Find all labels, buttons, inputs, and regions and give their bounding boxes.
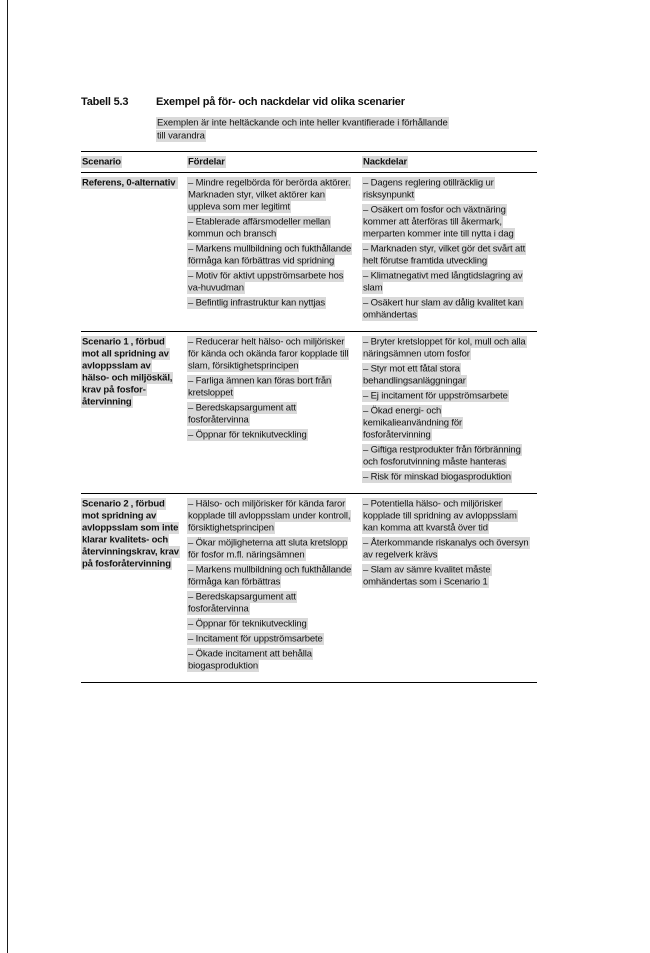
table-row-scenario-2 — [81, 494, 537, 683]
list-item: – Befintlig infrastruktur kan nyttjas — [188, 297, 326, 308]
scenario-table — [81, 151, 537, 683]
nackdelar-cell — [362, 173, 537, 332]
header-row — [81, 152, 537, 173]
list-item: – Öppnar för teknikutveckling — [188, 618, 307, 629]
header-cell-scenario: Scenario — [81, 152, 187, 173]
list-item: – Mindre regelbörda för berörda aktörer. Marknaden styr, vilket aktörer kan uppleva som mer legitimt — [188, 177, 351, 212]
list-item: – Ökad energi- och kemikalieanvändning för fosforåtervinning — [363, 405, 462, 440]
table-number: Tabell 5.3 — [81, 96, 129, 108]
table-caption — [81, 95, 590, 109]
scenario-cell — [81, 173, 187, 332]
header-cell-fordelar: Fördelar — [187, 152, 362, 173]
list-item: – Återkommande riskanalys och översyn av regelverk krävs — [363, 537, 529, 560]
list-item: – Reducerar helt hälso- och miljörisker för kända och okända faror kopplade till slam, försiktighetsprincipen — [188, 336, 349, 371]
table-row-referens — [81, 173, 537, 332]
list-item: – Risk för minskad biogasproduktion — [363, 471, 511, 482]
fordelar-cell — [187, 494, 362, 683]
list-item: – Dagens reglering otillräcklig ur risksynpunkt — [363, 177, 494, 200]
scenario-cell — [81, 494, 187, 683]
scenario-label: Referens, 0-alternativ — [81, 177, 179, 189]
nackdelar-cell — [362, 332, 537, 494]
list-item: – Öppnar för teknikutveckling — [188, 429, 307, 440]
list-item: – Beredskapsargument att fosforåtervinna — [188, 402, 296, 425]
list-item: – Osäkert hur slam av dålig kvalitet kan omhändertas — [363, 297, 523, 320]
list-item: – Markens mullbildning och fukthållande förmåga kan förbättras vid spridning — [188, 243, 352, 266]
list-item: – Potentiella hälso- och miljörisker kopplade till spridning av avloppsslam kan komma att kvarstå över tid — [363, 498, 517, 533]
page-edge-line — [7, 0, 8, 953]
list-item: – Slam av sämre kvalitet måste omhändertas som i Scenario 1 — [363, 564, 491, 587]
header-cell-nackdelar: Nackdelar — [362, 152, 537, 173]
fordelar-cell — [187, 173, 362, 332]
list-item: – Klimatnegativt med långtidslagring av slam — [363, 270, 523, 293]
fordelar-cell — [187, 332, 362, 494]
list-item: – Ökar möjligheterna att sluta kretslopp för fosfor m.fl. näringsämnen — [188, 537, 348, 560]
list-item: – Motiv för aktivt uppströmsarbete hos va-huvudman — [188, 270, 344, 293]
list-item: – Hälso- och miljörisker för kända faror kopplade till avloppsslam under kontroll, försiktighetsprincipen — [188, 498, 351, 533]
list-item: – Etablerade affärsmodeller mellan kommun och bransch — [188, 216, 331, 239]
table-title: Exempel på för- och nackdelar vid olika scenarier — [156, 96, 405, 108]
list-item: – Ökade incitament att behålla biogasproduktion — [188, 648, 312, 671]
scenario-label: Scenario 1 , förbud mot all spridning av avloppsslam av hälso- och miljöskäl, krav på fosforåtervinning — [82, 336, 173, 407]
list-item: – Farliga ämnen kan föras bort från kretsloppet — [188, 375, 332, 398]
scenario-cell — [81, 332, 187, 494]
list-item: – Marknaden styr, vilket gör det svårt att helt förutse framtida utveckling — [363, 243, 526, 266]
list-item: – Markens mullbildning och fukthållande förmåga kan förbättras — [188, 564, 352, 587]
list-item: – Giftiga restprodukter från förbränning och fosforutvinning måste hanteras — [363, 444, 521, 467]
list-item: – Ej incitament för uppströmsarbete — [363, 390, 508, 401]
table-subtitle: Exemplen är inte heltäckande och inte heller kvantifierade i förhållande till varandra — [157, 117, 448, 141]
list-item: – Osäkert om fosfor och växtnäring kommer att återföras till åkermark, merparten kommer inte till nytta i dag — [363, 204, 514, 239]
list-item: – Styr mot ett fåtal stora behandlingsanläggningar — [363, 363, 466, 386]
list-item: – Incitament för uppströmsarbete — [188, 633, 323, 644]
scenario-label: Scenario 2 , förbud mot spridning av avloppsslam som inte klarar kvalitets- och återvinningskrav, krav på fosforåtervinning — [82, 498, 179, 569]
list-item: – Beredskapsargument att fosforåtervinna — [188, 591, 296, 614]
table-row-scenario-1 — [81, 332, 537, 494]
nackdelar-cell — [362, 494, 537, 683]
list-item: – Bryter kretsloppet för kol, mull och alla näringsämnen utom fosfor — [363, 336, 526, 359]
